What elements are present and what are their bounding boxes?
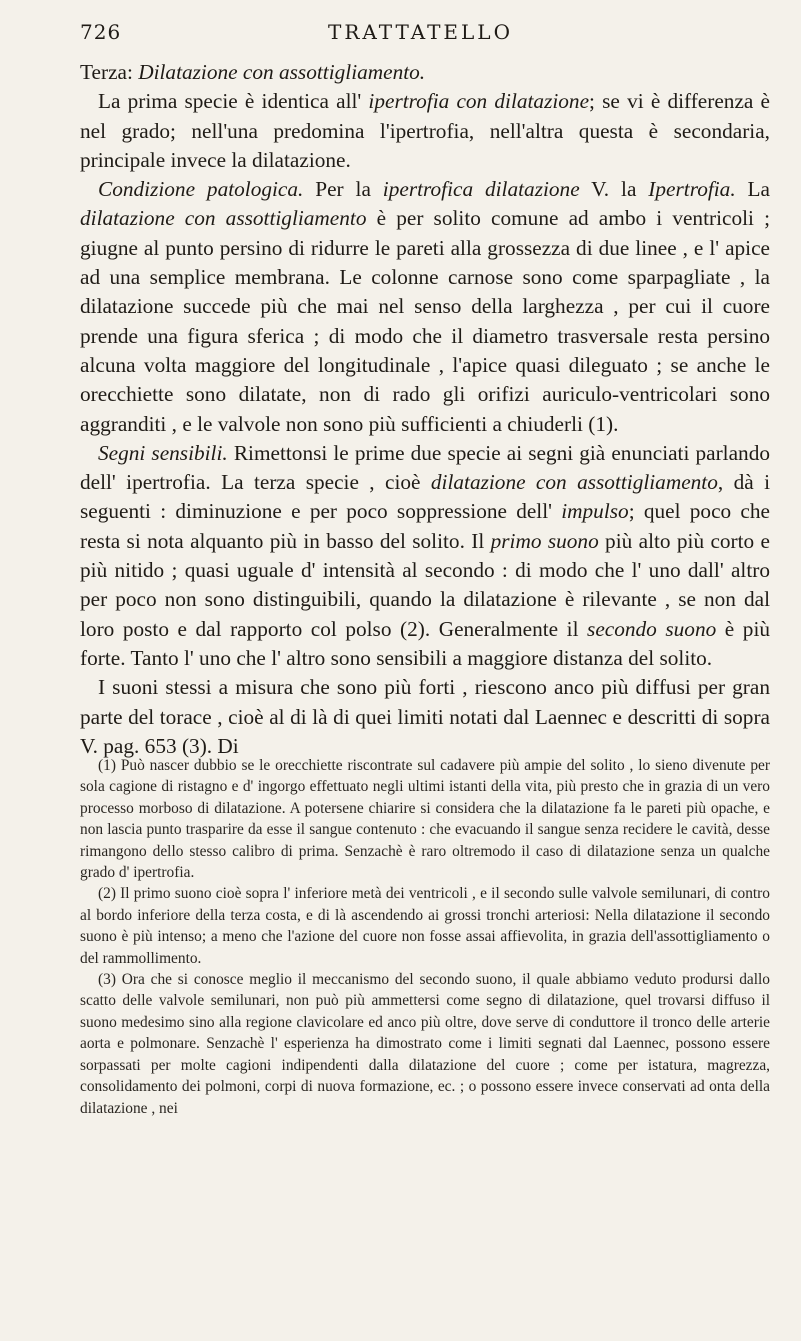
text-run: I suoni stessi a misura che sono più forti , riescono anco più diffusi per gran parte del torace , cioè al di là di quei limiti notati dal Laennec e descritti di sopra V. pag. 653 (3). Di — [80, 675, 770, 758]
page-header — [80, 20, 761, 50]
italic-text: Segni sensibili. — [98, 440, 228, 465]
italic-text: Dilatazione con assottigliamento. — [138, 60, 426, 84]
running-head: TRATTATELLO — [328, 20, 513, 44]
italic-text: dilatazione con assottigliamento — [80, 206, 367, 231]
footnotes — [80, 755, 770, 1119]
body-paragraph — [80, 673, 770, 761]
footnote: (2) Il primo suono cioè sopra l' inferiore metà dei ventricoli , e il secondo sulle valvole semilunari, di contro al bordo inferiore della terza costa, e di là ascendendo ai grossi tronchi arteriosi: Nella dilatazione il secondo suono è più intenso; a meno che l'azione del cuore non fosse assai affievolita, in grazia dell'assottigliamento o del rammollimento. — [80, 885, 770, 967]
italic-text: impulso — [561, 499, 629, 524]
italic-text: dilatazione con assottigliamento — [430, 470, 718, 495]
body-paragraph — [80, 58, 770, 87]
text-run: ; se vi è differenza è nel grado; nell'una predomina l'ipertrofia, nell'altra questa è secondaria, principale invece la dilatazione. — [80, 89, 770, 172]
page-number: 726 — [80, 20, 122, 44]
text-run: Rimettonsi le prime due specie ai segni già enunciati parlando dell' ipertrofia. La terza specie , cioè — [80, 440, 770, 495]
italic-text: primo suono — [490, 528, 599, 553]
body-paragraph — [80, 87, 770, 175]
footnote: (1) Può nascer dubbio se le orecchiette riscontrate sul cadavere più ampie del solito , lo sieno divenute per sola cagione di ristagno e d' ingorgo effettuato negli ultimi istanti della vita, più presto che in grazia di un vero processo morboso di dilatazione. A potersene chiarire si considera che la dilatazione fa le pareti più opache, e non lascia punto trasparire da esse il sangue contenuto : che evacuando il sangue senza recidere le cavità, desse rimangono dello stesso calibro di prima. Senzachè è raro oltremodo il caso di dilatazione senza un qualche grado d' ipertrofia. — [80, 757, 770, 882]
italic-text: Condizione patologica. — [98, 177, 304, 202]
text-run: è più forte. Tanto l' uno che l' altro sono sensibili a maggiore distanza del solito. — [80, 616, 771, 670]
italic-text: ipertrofica dilatazione — [382, 177, 580, 202]
body-paragraph — [80, 175, 770, 439]
body-paragraph — [80, 439, 770, 673]
text-run: Terza: — [80, 60, 139, 84]
text-run: Per la — [303, 177, 383, 202]
italic-text: ipertrofia con dilatazione — [368, 89, 590, 114]
main-text — [80, 58, 770, 761]
text-run: V. la — [579, 177, 649, 202]
footnote: (3) Ora che si conosce meglio il meccanismo del secondo suono, il quale abbiamo veduto prodursi dallo scatto delle valvole semilunari, non può più ammettersi come segno di dilatazione, quel trovarsi diffuso il suono medesimo sino alla regione clavicolare ed anco più oltre, dove serve di conduttore il tronco delle arterie aorta e polmonare. Senzachè l' esperienza ha dimostrato come i limiti segnati dal Laennec, possono essere sorpassati per molte cagioni indipendenti dalla dilatazione del cuore ; come per istatura, magrezza, consolidamento dei polmoni, corpi di nuova formazione, ec. ; o possono essere invece conservati ad onta della dilatazione , nei — [80, 971, 770, 1117]
italic-text: Ipertrofia. — [648, 177, 736, 202]
text-run: più alto più corto e più nitido ; quasi uguale d' intensità al secondo : di modo che l' uno dall' altro per poco non sono distinguibili, quando la dilatazione è rilevante , se non dal loro posto e dal rapporto col polso (2). Generalmente il — [80, 528, 770, 641]
text-run: La — [735, 177, 771, 202]
text-run: ; quel poco che resta si nota alquanto più in basso del solito. Il — [80, 499, 770, 553]
text-run: è per solito comune ad ambo i ventricoli ; giugne al punto persino di ridurre le pareti alla grossezza di due linee , e l' apice ad una semplice membrana. Le colonne carnose sono come sparpagliate , la dilatazione succede più che mai nel senso della larghezza , per cui il cuore prende una figura sferica ; di modo che il diametro trasversale resta persino alcuna volta maggiore del longitudinale , l'apice quasi dileguato ; se anche le orecchiette sono dilatate, non di rado gli orifizi auriculo-ventricolari sono aggranditi , e le valvole non sono più sufficienti a chiuderli (1). — [80, 206, 770, 436]
italic-text: secondo suono — [587, 616, 717, 641]
text-run: , dà i seguenti : diminuzione e per poco soppressione dell' — [80, 470, 770, 524]
text-run: La prima specie è identica all' — [98, 89, 369, 114]
